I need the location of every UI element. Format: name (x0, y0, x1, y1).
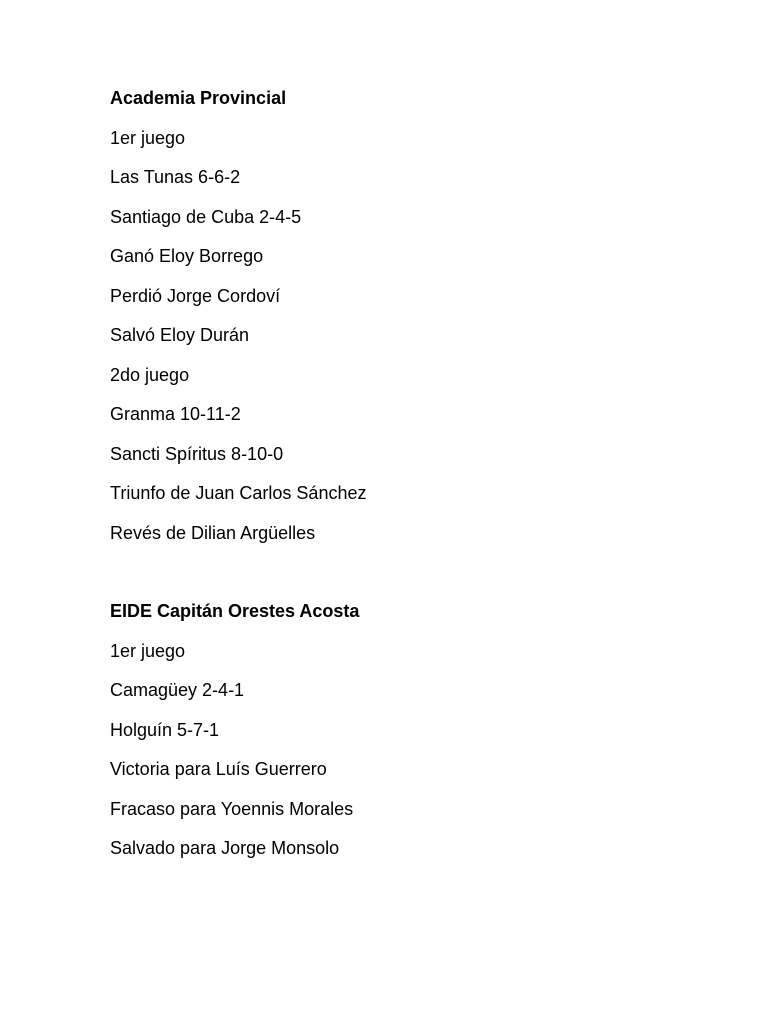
section-academia-provincial (110, 86, 710, 560)
result-line: Santiago de Cuba 2-4-5 (110, 206, 302, 227)
result-line: Revés de Dilian Argüelles (110, 522, 316, 543)
result-line: Triunfo de Juan Carlos Sánchez (110, 483, 367, 503)
result-line: 2do juego (110, 364, 190, 385)
section-heading: EIDE Capitán Orestes Acosta (110, 601, 360, 621)
result-line: Ganó Eloy Borrego (110, 246, 264, 266)
result-line: Sancti Spíritus 8-10-0 (110, 443, 284, 464)
result-line: Holguín 5-7-1 (110, 719, 220, 740)
result-line: 1er juego (110, 640, 186, 661)
section-eide-capitan-orestes-acosta (110, 599, 710, 876)
result-line: Salvado para Jorge Monsolo (110, 838, 340, 858)
result-line: Salvó Eloy Durán (110, 325, 250, 345)
result-line: Perdió Jorge Cordoví (110, 285, 281, 306)
result-line: 1er juego (110, 127, 186, 148)
result-line: Camagüey 2-4-1 (110, 680, 245, 700)
result-line: Fracaso para Yoennis Morales (110, 798, 354, 819)
section-heading: Academia Provincial (110, 88, 287, 108)
result-line: Las Tunas 6-6-2 (110, 167, 241, 187)
result-line: Granma 10-11-2 (110, 404, 241, 424)
result-line: Victoria para Luís Guerrero (110, 759, 327, 779)
